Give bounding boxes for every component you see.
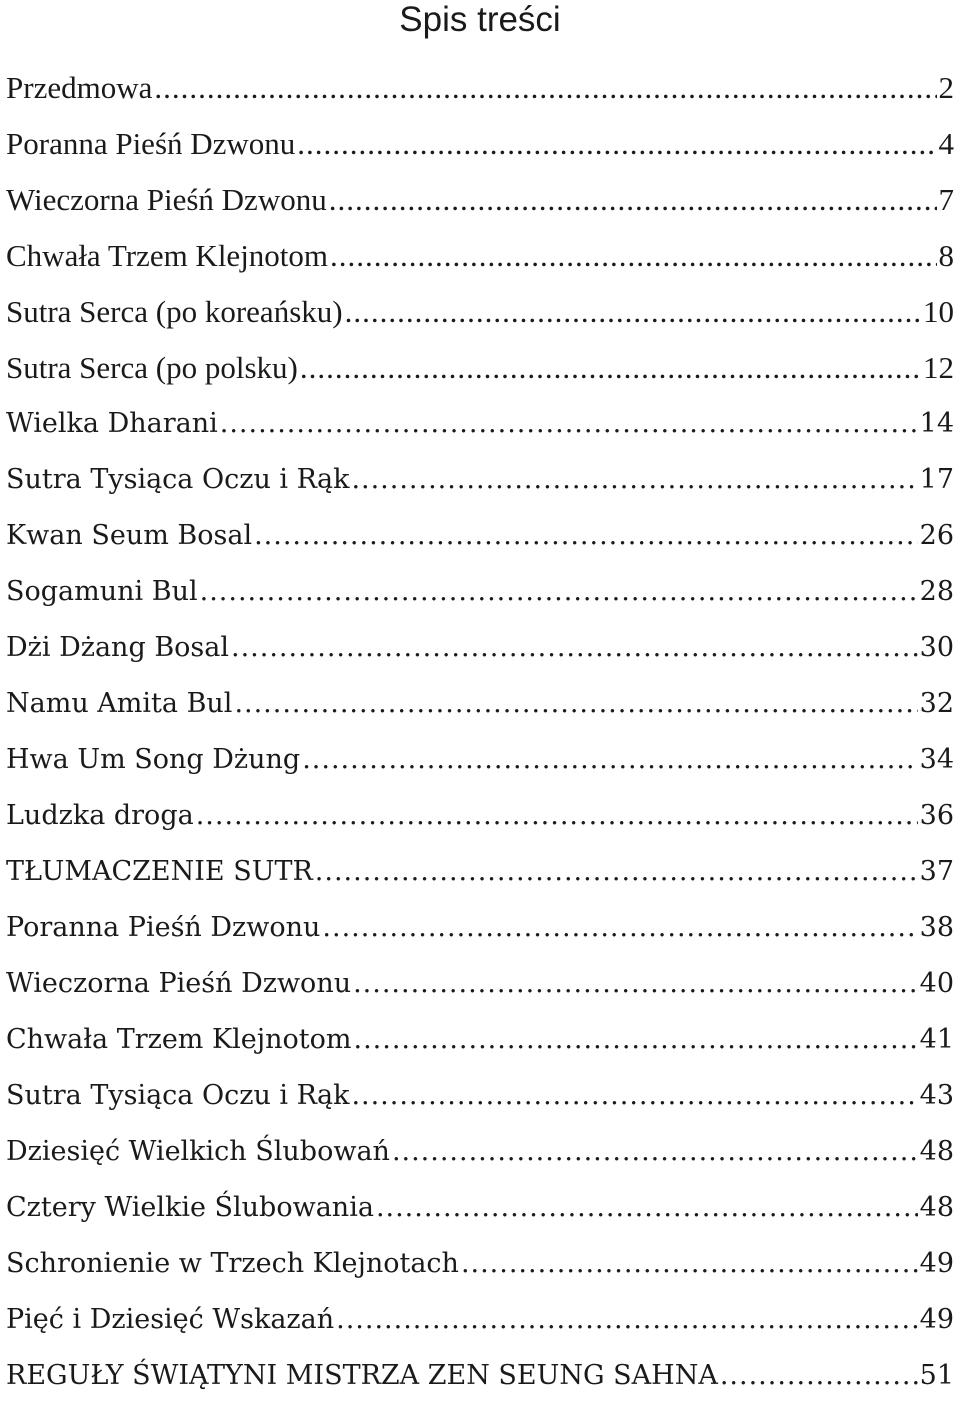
- toc-entry-page: 28: [919, 576, 954, 607]
- toc-entry[interactable]: [6, 844, 954, 900]
- toc-entry-page: 32: [919, 688, 954, 719]
- toc-entry-page: 38: [919, 912, 954, 943]
- toc-entry-title: Poranna Pieśń Dzwonu: [6, 912, 321, 943]
- toc-entry-title: REGUŁY ŚWIĄTYNI MISTRZA ZEN SEUNG SAHNA: [6, 1360, 718, 1391]
- toc-entry-page: 51: [919, 1360, 954, 1391]
- toc-entry[interactable]: [6, 732, 954, 788]
- toc-entry-title: Dżi Dżang Bosal: [6, 632, 230, 663]
- toc-entry[interactable]: [6, 508, 954, 564]
- toc-entry-title: Wielka Dharani: [6, 408, 218, 439]
- toc-entry-title: Namu Amita Bul: [6, 688, 233, 719]
- toc-entry-title: Schronienie w Trzech Klejnotach: [6, 1248, 459, 1279]
- toc-entry-page: 49: [919, 1248, 954, 1279]
- toc-entry-title: Sutra Serca (po koreańsku): [6, 294, 343, 329]
- toc-entry-page: 12: [923, 350, 954, 385]
- toc-entry-title: Dziesięć Wielkich Ślubowań: [6, 1136, 390, 1167]
- toc-entry-title: Kwan Seum Bosal: [6, 520, 253, 551]
- toc-entry-title: Sogamuni Bul: [6, 576, 198, 607]
- toc-entry[interactable]: [6, 1348, 954, 1404]
- toc-entry-page: 49: [919, 1304, 954, 1335]
- toc-dot-leader: [461, 1236, 918, 1292]
- toc-dot-leader: [322, 900, 917, 956]
- toc-dot-leader: [302, 732, 917, 788]
- toc-dot-leader: [354, 1012, 918, 1068]
- toc-dot-leader: [336, 1292, 918, 1348]
- toc-entry[interactable]: [6, 116, 954, 172]
- toc-entry[interactable]: [6, 172, 954, 228]
- toc-dot-leader: [720, 1348, 918, 1404]
- toc-entry-title: Sutra Serca (po polsku): [6, 350, 298, 385]
- toc-entry[interactable]: [6, 1292, 954, 1348]
- toc-dot-leader: [300, 340, 921, 396]
- toc-entry[interactable]: [6, 788, 954, 844]
- toc-entry-page: 7: [938, 182, 954, 217]
- toc-dot-leader: [234, 676, 917, 732]
- toc-dot-leader: [231, 620, 918, 676]
- page-title: Spis treści: [399, 0, 561, 39]
- toc-dot-leader: [330, 228, 936, 284]
- toc-dot-leader: [220, 396, 918, 452]
- toc-entry[interactable]: [6, 1180, 954, 1236]
- toc-entry-page: 2: [938, 70, 954, 105]
- toc-dot-leader: [297, 116, 936, 172]
- toc-entry-page: 14: [919, 408, 954, 439]
- toc-entry-title: Pięć i Dziesięć Wskazań: [6, 1304, 335, 1335]
- toc-dot-leader: [254, 508, 918, 564]
- toc-entry[interactable]: [6, 956, 954, 1012]
- toc-list: [6, 60, 954, 1404]
- toc-entry-title: Chwała Trzem Klejnotom: [6, 1024, 352, 1055]
- toc-entry[interactable]: [6, 452, 954, 508]
- toc-entry[interactable]: [6, 228, 954, 284]
- toc-entry-page: 40: [919, 968, 954, 999]
- toc-entry-title: Sutra Tysiąca Oczu i Rąk: [6, 1080, 350, 1111]
- toc-dot-leader: [154, 60, 936, 116]
- toc-entry-page: 34: [919, 744, 954, 775]
- toc-entry[interactable]: [6, 396, 954, 452]
- toc-dot-leader: [200, 564, 918, 620]
- toc-entry[interactable]: [6, 340, 954, 396]
- toc-entry[interactable]: [6, 1124, 954, 1180]
- toc-entry[interactable]: [6, 676, 954, 732]
- toc-entry[interactable]: [6, 900, 954, 956]
- toc-entry-title: Wieczorna Pieśń Dzwonu: [6, 182, 327, 217]
- toc-dot-leader: [315, 844, 918, 900]
- toc-entry[interactable]: [6, 1068, 954, 1124]
- toc-entry-page: 30: [919, 632, 954, 663]
- toc-entry-page: 37: [919, 856, 954, 887]
- toc-dot-leader: [351, 1068, 917, 1124]
- toc-entry-title: Poranna Pieśń Dzwonu: [6, 126, 296, 161]
- toc-entry[interactable]: [6, 60, 954, 116]
- toc-entry-title: Cztery Wielkie Ślubowania: [6, 1192, 374, 1223]
- toc-entry-title: Sutra Tysiąca Oczu i Rąk: [6, 464, 350, 495]
- toc-dot-leader: [376, 1180, 918, 1236]
- toc-entry-page: 41: [919, 1024, 954, 1055]
- toc-dot-leader: [345, 284, 921, 340]
- toc-entry[interactable]: [6, 1012, 954, 1068]
- toc-entry-page: 8: [938, 238, 954, 273]
- toc-entry-page: 4: [938, 126, 954, 161]
- toc-entry-title: Ludzka droga: [6, 800, 194, 831]
- toc-dot-leader: [329, 172, 937, 228]
- toc-entry-title: Chwała Trzem Klejnotom: [6, 238, 329, 273]
- toc-dot-leader: [351, 452, 917, 508]
- toc-entry[interactable]: [6, 564, 954, 620]
- toc-entry-page: 10: [923, 294, 954, 329]
- toc-entry-title: Wieczorna Pieśń Dzwonu: [6, 968, 352, 999]
- toc-entry[interactable]: [6, 620, 954, 676]
- toc-dot-leader: [353, 956, 918, 1012]
- toc-entry[interactable]: [6, 284, 954, 340]
- toc-entry-page: 17: [919, 464, 954, 495]
- toc-dot-leader: [392, 1124, 918, 1180]
- toc-entry-title: Przedmowa: [6, 70, 153, 105]
- toc-entry-page: 26: [919, 520, 954, 551]
- toc-entry-page: 43: [919, 1080, 954, 1111]
- toc-entry-page: 48: [919, 1136, 954, 1167]
- toc-entry-title: TŁUMACZENIE SUTR: [6, 856, 313, 887]
- toc-entry-page: 36: [919, 800, 954, 831]
- toc-entry-title: Hwa Um Song Dżung: [6, 744, 301, 775]
- toc-entry-page: 48: [919, 1192, 954, 1223]
- toc-dot-leader: [196, 788, 918, 844]
- toc-entry[interactable]: [6, 1236, 954, 1292]
